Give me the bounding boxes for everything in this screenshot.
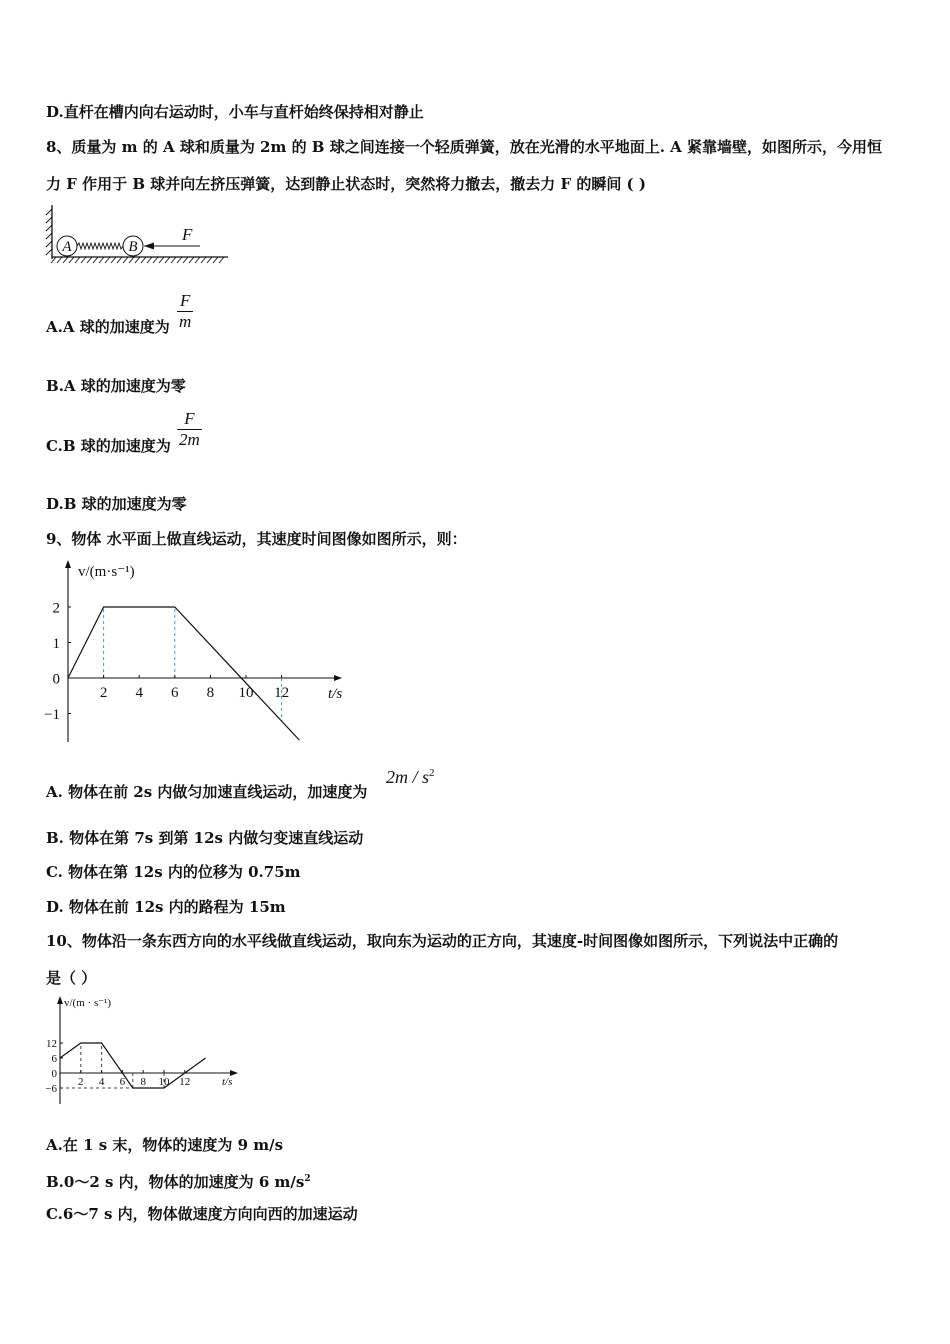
x-tick-label: 6	[171, 685, 179, 701]
q9-option-c: C. 物体在第 12s 内的位移为 0.75m	[46, 863, 301, 881]
y-tick-label: 12	[46, 1037, 57, 1050]
y-tick-label: −6	[45, 1082, 57, 1095]
q9-option-d: D. 物体在前 12s 内的路程为 15m	[46, 898, 286, 916]
q9-option-a-unit: $2m / s^2$	[386, 767, 435, 787]
velocity-line	[68, 607, 299, 740]
y-axis-label: v/(m · s⁻¹)	[64, 997, 111, 1009]
x-tick-label: 12	[274, 685, 290, 701]
q8-spring-figure	[44, 205, 234, 267]
q8-ball-a-label: A	[62, 239, 72, 255]
x-tick-label: 12	[179, 1076, 191, 1088]
x-axis-label: t/s	[328, 686, 343, 702]
q8-option-c: C.B 球的加速度为	[46, 437, 171, 455]
y-tick-label: 0	[51, 1067, 57, 1080]
y-tick-label: −1	[44, 706, 60, 723]
q8-option-c-fraction: F 2m	[179, 409, 200, 449]
x-tick-label: 8	[206, 685, 215, 701]
y-axis-label: v/(m·s⁻¹)	[78, 564, 135, 580]
y-tick-label: 6	[51, 1052, 57, 1065]
x-tick-label: 2	[78, 1076, 84, 1088]
q8-stem-line2: 力 F 作用于 B 球并向左挤压弹簧，达到静止状态时，突然将力撤去，撤去力 F 的瞬间 ( )	[46, 175, 646, 193]
x-tick-label: 10	[158, 1076, 170, 1088]
q10-stem-line1: 10、物体沿一条东西方向的水平线做直线运动，取向东为运动的正方向，其速度-时间图像如图所示，下列说法中正确的	[46, 932, 839, 950]
q8-option-b: B.A 球的加速度为零	[46, 377, 186, 395]
q9-option-b: B. 物体在第 7s 到第 12s 内做匀变速直线运动	[46, 829, 364, 847]
x-tick-label: 6	[119, 1076, 126, 1088]
q8-option-d: D.B 球的加速度为零	[46, 495, 187, 513]
y-tick-label: 2	[52, 600, 60, 617]
q7-option-d: D.直杆在槽内向右运动时，小车与直杆始终保持相对静止	[46, 103, 424, 121]
q10-velocity-time-chart	[40, 994, 250, 1112]
y-axis-arrow	[57, 996, 63, 1004]
q8-option-a: A.A 球的加速度为	[46, 318, 170, 336]
y-axis-arrow	[65, 560, 71, 568]
y-tick-label: 1	[52, 635, 60, 652]
q8-stem-line1: 8、质量为 m 的 A 球和质量为 2m 的 B 球之间连接一个轻质弹簧，放在光滑的水平地面上. A 紧靠墙壁，如图所示，今用恒	[46, 138, 883, 156]
x-tick-label: 10	[238, 685, 254, 701]
x-tick-label: 2	[99, 685, 108, 701]
x-axis-arrow	[334, 675, 342, 681]
x-axis-label: t/s	[222, 1076, 233, 1088]
q8-ball-b-label: B	[128, 239, 138, 255]
y-tick-label: 0	[52, 671, 60, 688]
q10-option-c: C.6～7 s 内，物体做速度方向向西的加速运动	[46, 1205, 358, 1223]
x-tick-label: 4	[135, 685, 143, 701]
x-tick-label: 8	[140, 1076, 146, 1088]
x-tick-label: 4	[98, 1076, 105, 1088]
q10-option-a: A.在 1 s 末，物体的速度为 9 m/s	[46, 1136, 284, 1154]
q9-stem: 9、物体 水平面上做直线运动，其速度时间图像如图所示，则：	[46, 530, 467, 548]
q8-option-a-fraction: F m	[179, 291, 192, 331]
q10-stem-line2: 是（ ）	[46, 969, 97, 987]
q10-option-b: B.0～2 s 内，物体的加速度为 6 $m/s^2$	[46, 1173, 311, 1191]
q8-force-label: F	[182, 225, 193, 244]
q9-velocity-time-chart	[40, 556, 360, 748]
q9-option-a: A. 物体在前 2s 内做匀加速直线运动，加速度为	[46, 783, 368, 801]
